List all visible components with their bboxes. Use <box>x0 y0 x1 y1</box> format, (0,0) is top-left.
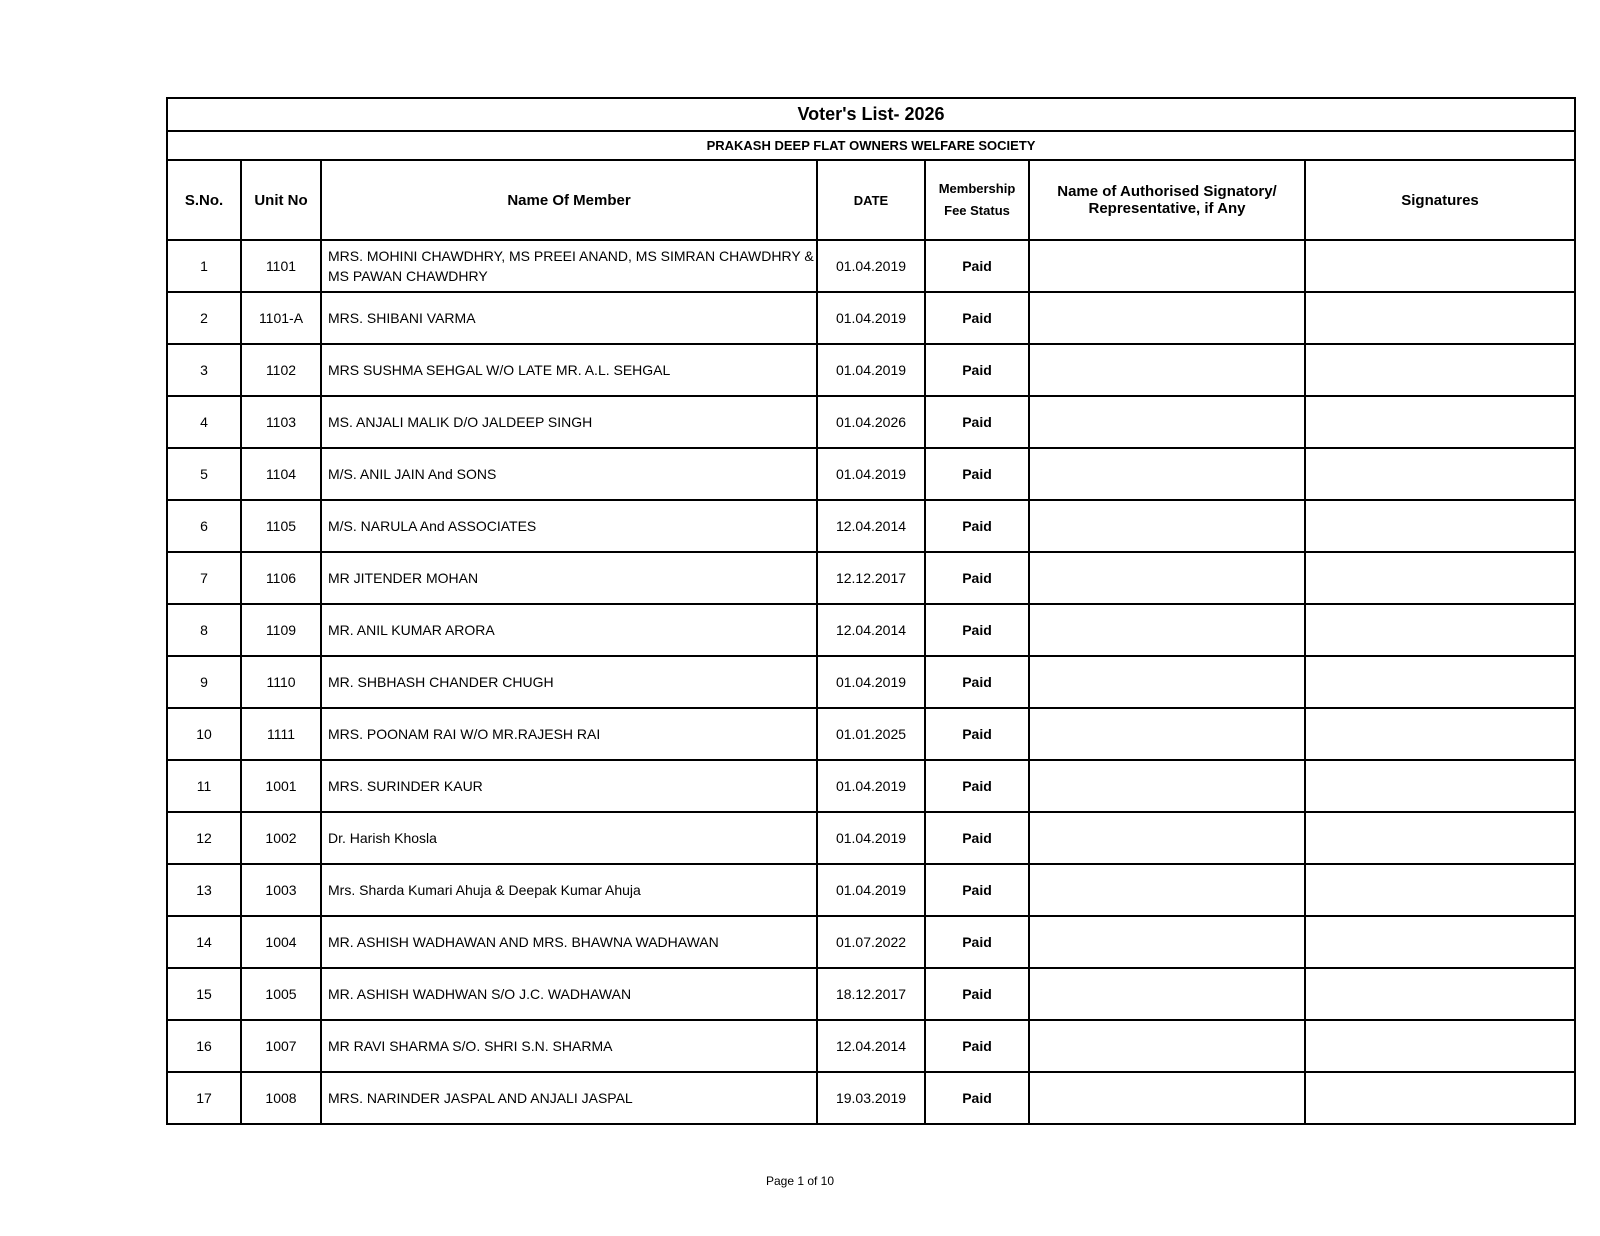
cell-member-name: MR JITENDER MOHAN <box>321 552 817 604</box>
table-row <box>167 500 1575 552</box>
cell-signature <box>1305 240 1575 292</box>
cell-authorised-signatory <box>1029 344 1305 396</box>
cell-authorised-signatory <box>1029 812 1305 864</box>
table-row <box>167 812 1575 864</box>
cell-fee-status: Paid <box>925 604 1029 656</box>
cell-fee-status: Paid <box>925 708 1029 760</box>
cell-signature <box>1305 448 1575 500</box>
table-row <box>167 240 1575 292</box>
table-row <box>167 1020 1575 1072</box>
cell-sno: 2 <box>167 292 241 344</box>
cell-fee-status: Paid <box>925 760 1029 812</box>
cell-unit-no: 1007 <box>241 1020 321 1072</box>
cell-member-name: Mrs. Sharda Kumari Ahuja & Deepak Kumar Ahuja <box>321 864 817 916</box>
cell-sno: 12 <box>167 812 241 864</box>
cell-member-name: MR. ASHISH WADHAWAN AND MRS. BHAWNA WADHAWAN <box>321 916 817 968</box>
cell-authorised-signatory <box>1029 292 1305 344</box>
cell-sno: 10 <box>167 708 241 760</box>
cell-signature <box>1305 760 1575 812</box>
cell-signature <box>1305 292 1575 344</box>
cell-authorised-signatory <box>1029 656 1305 708</box>
cell-fee-status: Paid <box>925 240 1029 292</box>
cell-member-name: M/S. ANIL JAIN And SONS <box>321 448 817 500</box>
cell-unit-no: 1105 <box>241 500 321 552</box>
cell-date: 12.04.2014 <box>817 500 925 552</box>
cell-date: 01.04.2019 <box>817 240 925 292</box>
cell-fee-status: Paid <box>925 1020 1029 1072</box>
cell-unit-no: 1003 <box>241 864 321 916</box>
header-date: DATE <box>817 160 925 240</box>
cell-unit-no: 1110 <box>241 656 321 708</box>
cell-unit-no: 1004 <box>241 916 321 968</box>
cell-member-name: MR RAVI SHARMA S/O. SHRI S.N. SHARMA <box>321 1020 817 1072</box>
cell-fee-status: Paid <box>925 656 1029 708</box>
table-row <box>167 916 1575 968</box>
cell-date: 01.04.2019 <box>817 344 925 396</box>
cell-date: 01.04.2019 <box>817 864 925 916</box>
cell-fee-status: Paid <box>925 864 1029 916</box>
cell-unit-no: 1109 <box>241 604 321 656</box>
cell-authorised-signatory <box>1029 1072 1305 1124</box>
cell-sno: 8 <box>167 604 241 656</box>
header-unit-no: Unit No <box>241 160 321 240</box>
cell-signature <box>1305 1072 1575 1124</box>
cell-signature <box>1305 864 1575 916</box>
table-row <box>167 656 1575 708</box>
page-number: Page 1 of 10 <box>765 1174 835 1188</box>
cell-member-name: MR. ASHISH WADHWAN S/O J.C. WADHAWAN <box>321 968 817 1020</box>
cell-member-name: MRS. SURINDER KAUR <box>321 760 817 812</box>
cell-sno: 14 <box>167 916 241 968</box>
header-fee-status-line1: Membership <box>938 181 1016 196</box>
cell-unit-no: 1103 <box>241 396 321 448</box>
table-row <box>167 708 1575 760</box>
cell-date: 12.04.2014 <box>817 1020 925 1072</box>
cell-member-name: MRS. NARINDER JASPAL AND ANJALI JASPAL <box>321 1072 817 1124</box>
cell-unit-no: 1104 <box>241 448 321 500</box>
cell-date: 12.04.2014 <box>817 604 925 656</box>
cell-member-name: M/S. NARULA And ASSOCIATES <box>321 500 817 552</box>
cell-date: 01.07.2022 <box>817 916 925 968</box>
cell-date: 01.01.2025 <box>817 708 925 760</box>
cell-fee-status: Paid <box>925 448 1029 500</box>
cell-member-name: MRS. MOHINI CHAWDHRY, MS PREEI ANAND, MS SIMRAN CHAWDHRY & MS PAWAN CHAWDHRY <box>321 240 817 292</box>
header-name: Name Of Member <box>321 160 817 240</box>
cell-fee-status: Paid <box>925 552 1029 604</box>
cell-unit-no: 1008 <box>241 1072 321 1124</box>
table-row <box>167 968 1575 1020</box>
cell-date: 01.04.2019 <box>817 292 925 344</box>
cell-member-name: MS. ANJALI MALIK D/O JALDEEP SINGH <box>321 396 817 448</box>
voters-list-table <box>166 97 1576 1125</box>
cell-sno: 11 <box>167 760 241 812</box>
cell-fee-status: Paid <box>925 500 1029 552</box>
cell-sno: 1 <box>167 240 241 292</box>
header-authorised-signatory <box>1029 160 1305 240</box>
cell-member-name: MRS SUSHMA SEHGAL W/O LATE MR. A.L. SEHGAL <box>321 344 817 396</box>
cell-sno: 15 <box>167 968 241 1020</box>
cell-authorised-signatory <box>1029 760 1305 812</box>
cell-signature <box>1305 344 1575 396</box>
organization-name: PRAKASH DEEP FLAT OWNERS WELFARE SOCIETY <box>167 131 1575 160</box>
cell-unit-no: 1111 <box>241 708 321 760</box>
cell-fee-status: Paid <box>925 1072 1029 1124</box>
header-fee-status-line2: Fee Status <box>944 203 1010 218</box>
header-signatures: Signatures <box>1305 160 1575 240</box>
cell-authorised-signatory <box>1029 604 1305 656</box>
cell-authorised-signatory <box>1029 500 1305 552</box>
cell-authorised-signatory <box>1029 240 1305 292</box>
cell-signature <box>1305 1020 1575 1072</box>
cell-fee-status: Paid <box>925 396 1029 448</box>
cell-date: 19.03.2019 <box>817 1072 925 1124</box>
cell-unit-no: 1001 <box>241 760 321 812</box>
cell-authorised-signatory <box>1029 448 1305 500</box>
cell-signature <box>1305 656 1575 708</box>
cell-authorised-signatory <box>1029 552 1305 604</box>
cell-date: 01.04.2026 <box>817 396 925 448</box>
cell-member-name: Dr. Harish Khosla <box>321 812 817 864</box>
cell-unit-no: 1106 <box>241 552 321 604</box>
cell-authorised-signatory <box>1029 864 1305 916</box>
cell-sno: 17 <box>167 1072 241 1124</box>
table-row <box>167 292 1575 344</box>
cell-member-name: MRS. POONAM RAI W/O MR.RAJESH RAI <box>321 708 817 760</box>
table-row <box>167 396 1575 448</box>
cell-signature <box>1305 396 1575 448</box>
header-authorised-line1: Name of Authorised Signatory/ <box>1057 183 1277 200</box>
cell-sno: 3 <box>167 344 241 396</box>
cell-date: 01.04.2019 <box>817 448 925 500</box>
cell-signature <box>1305 500 1575 552</box>
cell-unit-no: 1002 <box>241 812 321 864</box>
table-row <box>167 760 1575 812</box>
table-row <box>167 552 1575 604</box>
cell-unit-no: 1005 <box>241 968 321 1020</box>
cell-sno: 7 <box>167 552 241 604</box>
table-body <box>167 240 1575 1124</box>
cell-unit-no: 1101 <box>241 240 321 292</box>
table-row <box>167 344 1575 396</box>
cell-member-name: MR. SHBHASH CHANDER CHUGH <box>321 656 817 708</box>
table-row <box>167 864 1575 916</box>
cell-sno: 6 <box>167 500 241 552</box>
cell-signature <box>1305 604 1575 656</box>
table-row <box>167 1072 1575 1124</box>
cell-date: 18.12.2017 <box>817 968 925 1020</box>
cell-date: 01.04.2019 <box>817 656 925 708</box>
cell-fee-status: Paid <box>925 812 1029 864</box>
cell-sno: 9 <box>167 656 241 708</box>
cell-unit-no: 1102 <box>241 344 321 396</box>
cell-authorised-signatory <box>1029 396 1305 448</box>
cell-date: 12.12.2017 <box>817 552 925 604</box>
cell-unit-no: 1101-A <box>241 292 321 344</box>
cell-signature <box>1305 812 1575 864</box>
cell-authorised-signatory <box>1029 1020 1305 1072</box>
cell-fee-status: Paid <box>925 344 1029 396</box>
header-authorised-line2: Representative, if Any <box>1088 200 1246 217</box>
cell-member-name: MRS. SHIBANI VARMA <box>321 292 817 344</box>
header-sno: S.No. <box>167 160 241 240</box>
table-row <box>167 604 1575 656</box>
cell-sno: 4 <box>167 396 241 448</box>
cell-member-name: MR. ANIL KUMAR ARORA <box>321 604 817 656</box>
cell-date: 01.04.2019 <box>817 812 925 864</box>
cell-signature <box>1305 968 1575 1020</box>
cell-date: 01.04.2019 <box>817 760 925 812</box>
cell-fee-status: Paid <box>925 968 1029 1020</box>
cell-fee-status: Paid <box>925 916 1029 968</box>
table-header-row <box>167 160 1575 240</box>
cell-sno: 5 <box>167 448 241 500</box>
cell-signature <box>1305 916 1575 968</box>
cell-fee-status: Paid <box>925 292 1029 344</box>
header-fee-status <box>925 160 1029 240</box>
cell-sno: 16 <box>167 1020 241 1072</box>
table-row <box>167 448 1575 500</box>
cell-signature <box>1305 708 1575 760</box>
cell-sno: 13 <box>167 864 241 916</box>
cell-signature <box>1305 552 1575 604</box>
cell-authorised-signatory <box>1029 708 1305 760</box>
cell-authorised-signatory <box>1029 968 1305 1020</box>
cell-authorised-signatory <box>1029 916 1305 968</box>
document-title: Voter's List- 2026 <box>167 98 1575 131</box>
